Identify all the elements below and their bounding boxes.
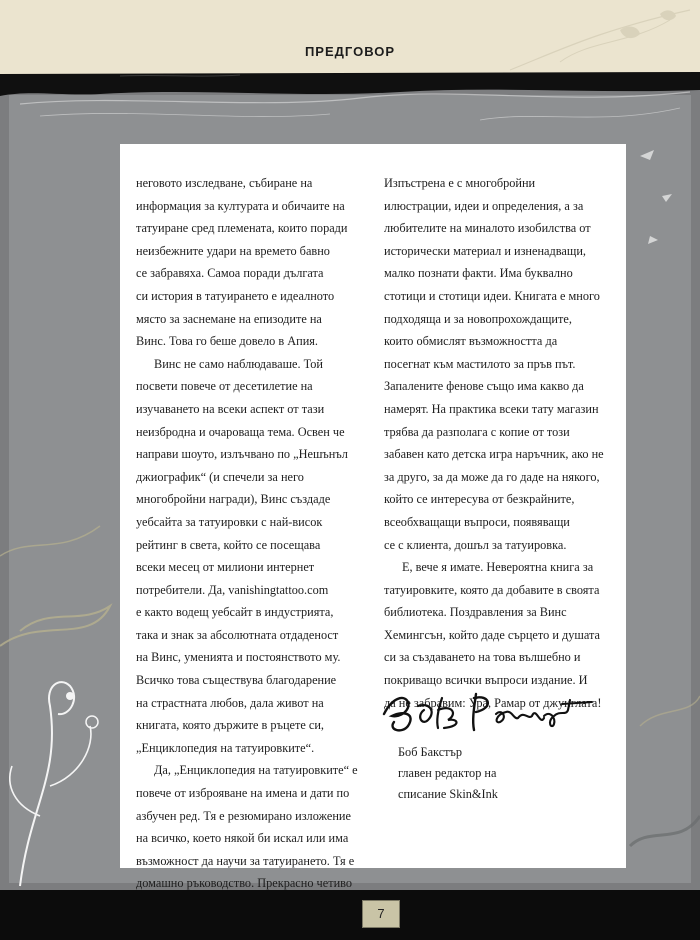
text-line: неизбежните удари на времето бавно: [136, 243, 330, 258]
text-line: изучаването на всеки аспект от тази: [136, 401, 325, 416]
text-line: рейтинг в света, който се посещава: [136, 537, 321, 552]
text-line: библиотека. Поздравления за Винс: [384, 605, 567, 620]
text-line: Винс не само наблюдаваше. Той: [154, 356, 323, 371]
text-line: книгата, която държите в ръцете си,: [136, 718, 324, 733]
text-line: който се интересува от безкрайните,: [384, 492, 575, 507]
text-line: трябва да разполага с копие от този: [384, 424, 570, 439]
text-line: е както водещ уебсайт в индустрията,: [136, 605, 334, 620]
text-line: илюстрации, идеи и определения, а за: [384, 198, 584, 213]
text-line: повече от изброяване на имена и дати по: [136, 786, 350, 801]
section-title: ПРЕДГОВОР: [304, 44, 396, 59]
text-line: покриващо всички въпроси издание. И: [384, 673, 588, 688]
text-line: неговото изследване, събиране на: [136, 176, 313, 190]
text-line: намерят. На практика всеки тату магазин: [384, 401, 599, 416]
text-line: Всичко това съществува благодарение: [136, 673, 337, 688]
left-paragraph-1: [136, 172, 372, 353]
text-line: информация за културата и обичаите на: [136, 198, 345, 213]
text-line: Да, „Енциклопедия на татуировките“ е: [154, 763, 358, 778]
text-line: посегнат към мастилото за пръв път.: [384, 356, 576, 371]
text-line: многобройни награди), Винс създаде: [136, 492, 331, 507]
text-line: потребители. Да, vanishingtattoo.com: [136, 582, 329, 597]
text-line: азбучен ред. Тя е резюмирано изложение: [136, 808, 351, 823]
author-name: Боб Бакстър: [398, 745, 463, 759]
text-line: място за заснемане на епизодите на: [136, 311, 322, 326]
text-line: на страстната любов, дала живот на: [136, 695, 324, 710]
right-paragraph-1: [384, 172, 620, 556]
text-line: исторически материал и изненадващи,: [384, 243, 586, 258]
text-line: „Енциклопедия на татуировките“.: [136, 740, 315, 755]
author-role: главен редактор на: [398, 766, 497, 780]
text-line: за друго, за да може да го даде на някого,: [384, 469, 600, 484]
text-line: Е, вече я имате. Невероятна книга за: [402, 560, 594, 575]
text-line: любителите на миналото изобилства от: [384, 221, 591, 236]
footer-band: [0, 890, 700, 940]
text-line: татуировките, която да добавите в своята: [384, 582, 600, 597]
signature-block: [398, 742, 498, 805]
header-flourish: [500, 0, 700, 78]
text-line: си история в татуирането е идеалното: [136, 288, 335, 303]
text-line: всеки месец от милиони интернет: [136, 560, 315, 575]
text-line: посвети повече от десетилетие на: [136, 379, 313, 394]
page-number: 7: [362, 900, 400, 928]
text-line: уебсайта за татуировки с най-висок: [136, 514, 323, 529]
text-line: се забравяха. Самоа поради дългата: [136, 266, 324, 281]
left-text-column: [136, 172, 372, 918]
text-line: неизбродна и очароваща тема. Освен че: [136, 424, 345, 439]
text-line: Изпъстрена е с многобройни: [384, 176, 536, 190]
text-line: Запалените фенове също има какво да: [384, 379, 584, 394]
text-line: така и знак за абсолютната отдаденост: [136, 627, 339, 642]
handwritten-signature: [378, 680, 598, 736]
text-line: на всичко, което някой би искал или има: [136, 831, 349, 846]
text-line: Винс. Това го беше довело в Апия.: [136, 334, 319, 349]
text-line: всеобхващащи въпроси, появяващи: [384, 514, 570, 529]
text-line: татуиране сред племената, които поради: [136, 221, 348, 236]
text-line: на Винс, уменията и постоянството му.: [136, 650, 341, 665]
text-line: възможност да научи за татуирането. Тя е: [136, 853, 355, 868]
author-publication: списание Skin&Ink: [398, 787, 498, 801]
text-line: стотици и стотици идеи. Книгата е много: [384, 288, 600, 303]
content-card: [120, 144, 626, 891]
left-paragraph-2: [136, 353, 372, 760]
text-line: подходяща и за новопрохождащите,: [384, 311, 572, 326]
text-line: малко познати факти. Има буквално: [384, 266, 573, 281]
text-line: Хемингсън, който даде сърцето и душата: [384, 627, 600, 642]
text-line: които обмислят възможността да: [384, 334, 558, 349]
right-text-column: [384, 172, 620, 714]
text-line: забавен като детска игра наръчник, ако не: [384, 447, 604, 462]
text-line: си за създаването на това вълшебно и: [384, 650, 581, 665]
text-line: се с клиента, дошъл за татуировка.: [384, 537, 567, 552]
text-line: да не забравим: Ура, Рамар от джунглата!: [384, 695, 602, 710]
text-line: джиографик“ (и спечели за него: [136, 469, 304, 484]
text-line: домашно ръководство. Прекрасно четиво: [136, 876, 353, 891]
text-line: направи шоуто, излъчвано по „Нешънъл: [136, 447, 348, 462]
